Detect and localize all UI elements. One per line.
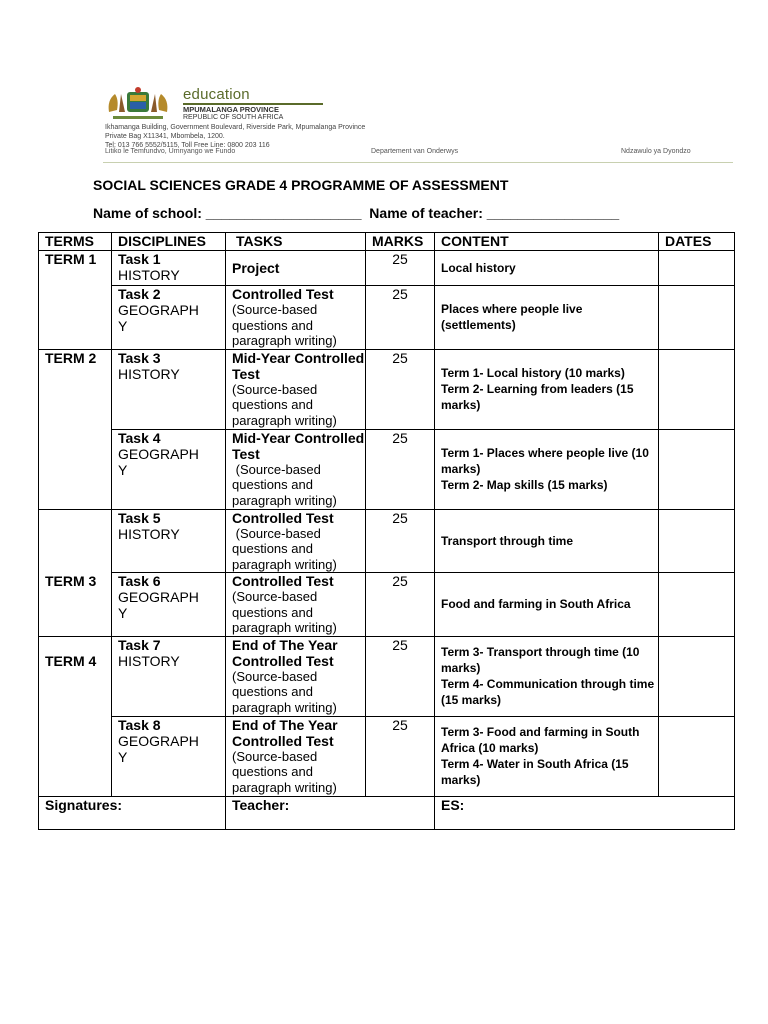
name-fields-line: Name of school: ____________________ Name of teacher: _________________: [93, 205, 620, 221]
discipline-cell: [112, 716, 226, 796]
document-title: SOCIAL SCIENCES GRADE 4 PROGRAMME OF ASSESSMENT: [93, 177, 509, 193]
header-tasks: TASKS: [226, 233, 366, 251]
content-line: Local history: [441, 261, 516, 275]
term-cell: [39, 509, 112, 636]
discipline-cell: [112, 251, 226, 286]
discipline-cell: [112, 636, 226, 716]
signatures-label-text: Signatures:: [45, 796, 123, 813]
marks-cell: 25: [366, 636, 435, 716]
table-row: [39, 251, 735, 286]
task-detail: (Source-based questions and paragraph writing): [232, 748, 337, 795]
table-row: [39, 573, 735, 637]
term-cell: TERM 1: [39, 251, 112, 350]
task-detail: (Source-based questions and paragraph writing): [232, 589, 337, 635]
marks-cell: 25: [366, 716, 435, 796]
content-line: Places where people live (settlements): [441, 302, 583, 333]
discipline-cell: [112, 573, 226, 637]
discipline-name: HISTORY: [118, 525, 180, 542]
task-number: Task 8: [118, 716, 161, 733]
assessment-table: [38, 232, 735, 830]
address-line: Private Bag X11341, Mbombela, 1200.: [105, 133, 225, 140]
header-disciplines: DISCIPLINES: [112, 233, 226, 251]
discipline-cell: [112, 429, 226, 509]
task-cell: [226, 509, 366, 573]
department-name: education: [183, 86, 250, 103]
content-cell: [435, 251, 659, 286]
term-cell: TERM 2: [39, 349, 112, 509]
dates-cell: [659, 429, 735, 509]
table-row: [39, 716, 735, 796]
task-type: Mid-Year Controlled Test: [232, 429, 365, 462]
task-number: Task 2: [118, 286, 161, 302]
term-label: TERM 4: [45, 652, 97, 669]
task-cell: [226, 429, 366, 509]
discipline-name: HISTORY: [118, 267, 180, 283]
content-cell: [435, 716, 659, 796]
dates-cell: [659, 636, 735, 716]
task-type: Controlled Test: [232, 573, 334, 589]
dates-cell: [659, 573, 735, 637]
teacher-signature-field[interactable]: [226, 796, 435, 829]
task-type: Controlled Test: [232, 509, 334, 526]
discipline-cell: [112, 349, 226, 429]
marks-cell: 25: [366, 251, 435, 286]
task-detail: (Source-based questions and paragraph writing): [232, 668, 337, 715]
content-line: Food and farming in South Africa: [441, 597, 631, 612]
address-line: Tel: 013 766 5552/5115, Toll Free Line: 0800 203 116: [105, 142, 270, 149]
discipline-cell: [112, 509, 226, 573]
marks-cell: 25: [366, 573, 435, 637]
republic-name: REPUBLIC OF SOUTH AFRICA: [183, 114, 284, 121]
task-number: Task 5: [118, 509, 161, 526]
content-cell: [435, 286, 659, 350]
task-number: Task 6: [118, 573, 161, 589]
dates-cell: [659, 286, 735, 350]
task-number: Task 3: [118, 349, 161, 366]
table-header-row: [39, 233, 735, 251]
header-dates: DATES: [659, 233, 735, 251]
header-content: CONTENT: [435, 233, 659, 251]
signature-row: [39, 796, 735, 829]
content-cell: [435, 429, 659, 509]
discipline-name: GEOGRAPH Y: [118, 732, 199, 765]
table-row: [39, 509, 735, 573]
header-terms: TERMS: [39, 233, 112, 251]
term-label: TERM 3: [45, 572, 97, 589]
table-row: [39, 429, 735, 509]
task-detail: (Source-based questions and paragraph writing): [232, 461, 337, 508]
task-detail: (Source-based questions and paragraph writing): [232, 525, 337, 572]
dates-cell: [659, 349, 735, 429]
term-cell: [39, 636, 112, 796]
task-type: Mid-Year Controlled Test: [232, 349, 365, 382]
task-type: Project: [232, 260, 280, 276]
language-line-siswati: Litiko le Temfundvo, Umnyango we Fundo: [105, 148, 236, 155]
content-line: Transport through time: [441, 533, 573, 548]
dates-cell: [659, 716, 735, 796]
task-type: End of The Year Controlled Test: [232, 716, 338, 749]
language-line-xitsonga: Ndzawulo ya Dyondzo: [621, 148, 691, 155]
table-row: [39, 636, 735, 716]
task-detail: (Source-based questions and paragraph writing): [232, 381, 337, 428]
table-row: [39, 286, 735, 350]
task-number: Task 4: [118, 429, 161, 446]
table-row: [39, 349, 735, 429]
content-cell: [435, 349, 659, 429]
provincial-crest-icon: [103, 86, 173, 120]
task-cell: [226, 573, 366, 637]
task-number: Task 7: [118, 636, 161, 653]
content-line: Term 3- Transport through time (10 marks): [441, 645, 640, 675]
address-block: [105, 123, 365, 150]
marks-cell: 25: [366, 286, 435, 350]
letterhead: [103, 86, 733, 166]
discipline-cell: [112, 286, 226, 350]
es-signature-field[interactable]: [435, 796, 735, 829]
address-line: Ikhamanga Building, Government Boulevard, Riverside Park, Mpumalanga Province: [105, 124, 366, 131]
discipline-name: HISTORY: [118, 365, 180, 382]
content-line: Term 2- Map skills (15 marks): [441, 478, 608, 492]
discipline-name: GEOGRAPH Y: [118, 445, 199, 478]
dates-cell: [659, 509, 735, 573]
marks-cell: 25: [366, 509, 435, 573]
dates-cell: [659, 251, 735, 286]
header-marks: MARKS: [366, 233, 435, 251]
content-line: Term 4- Communication through time (15 marks): [441, 677, 655, 707]
marks-cell: 25: [366, 349, 435, 429]
task-cell: [226, 636, 366, 716]
es-signature-label: ES:: [441, 796, 465, 813]
content-cell: [435, 509, 659, 573]
task-cell: [226, 286, 366, 350]
department-brand: [183, 88, 323, 122]
discipline-name: GEOGRAPH Y: [118, 302, 199, 334]
signatures-label: [39, 796, 226, 829]
content-line: Term 2- Learning from leaders (15 marks): [441, 382, 634, 412]
content-line: Term 3- Food and farming in South Africa (10 marks): [441, 725, 640, 755]
task-cell: [226, 716, 366, 796]
task-cell: [226, 349, 366, 429]
content-cell: [435, 573, 659, 637]
content-cell: [435, 636, 659, 716]
task-cell: [226, 251, 366, 286]
task-detail: (Source-based questions and paragraph writing): [232, 302, 337, 348]
province-name: MPUMALANGA PROVINCE: [183, 105, 279, 114]
content-line: Term 4- Water in South Africa (15 marks): [441, 757, 629, 787]
task-number: Task 1: [118, 251, 161, 267]
content-line: Term 1- Local history (10 marks): [441, 366, 625, 380]
task-type: End of The Year Controlled Test: [232, 636, 338, 669]
teacher-signature-label: Teacher:: [232, 796, 290, 813]
task-type: Controlled Test: [232, 286, 334, 302]
discipline-name: GEOGRAPH Y: [118, 589, 199, 621]
content-line: Term 1- Places where people live (10 marks): [441, 446, 649, 476]
marks-cell: 25: [366, 429, 435, 509]
discipline-name: HISTORY: [118, 652, 180, 669]
letterhead-divider: [103, 162, 733, 163]
language-line-afrikaans: Departement van Onderwys: [371, 148, 459, 155]
